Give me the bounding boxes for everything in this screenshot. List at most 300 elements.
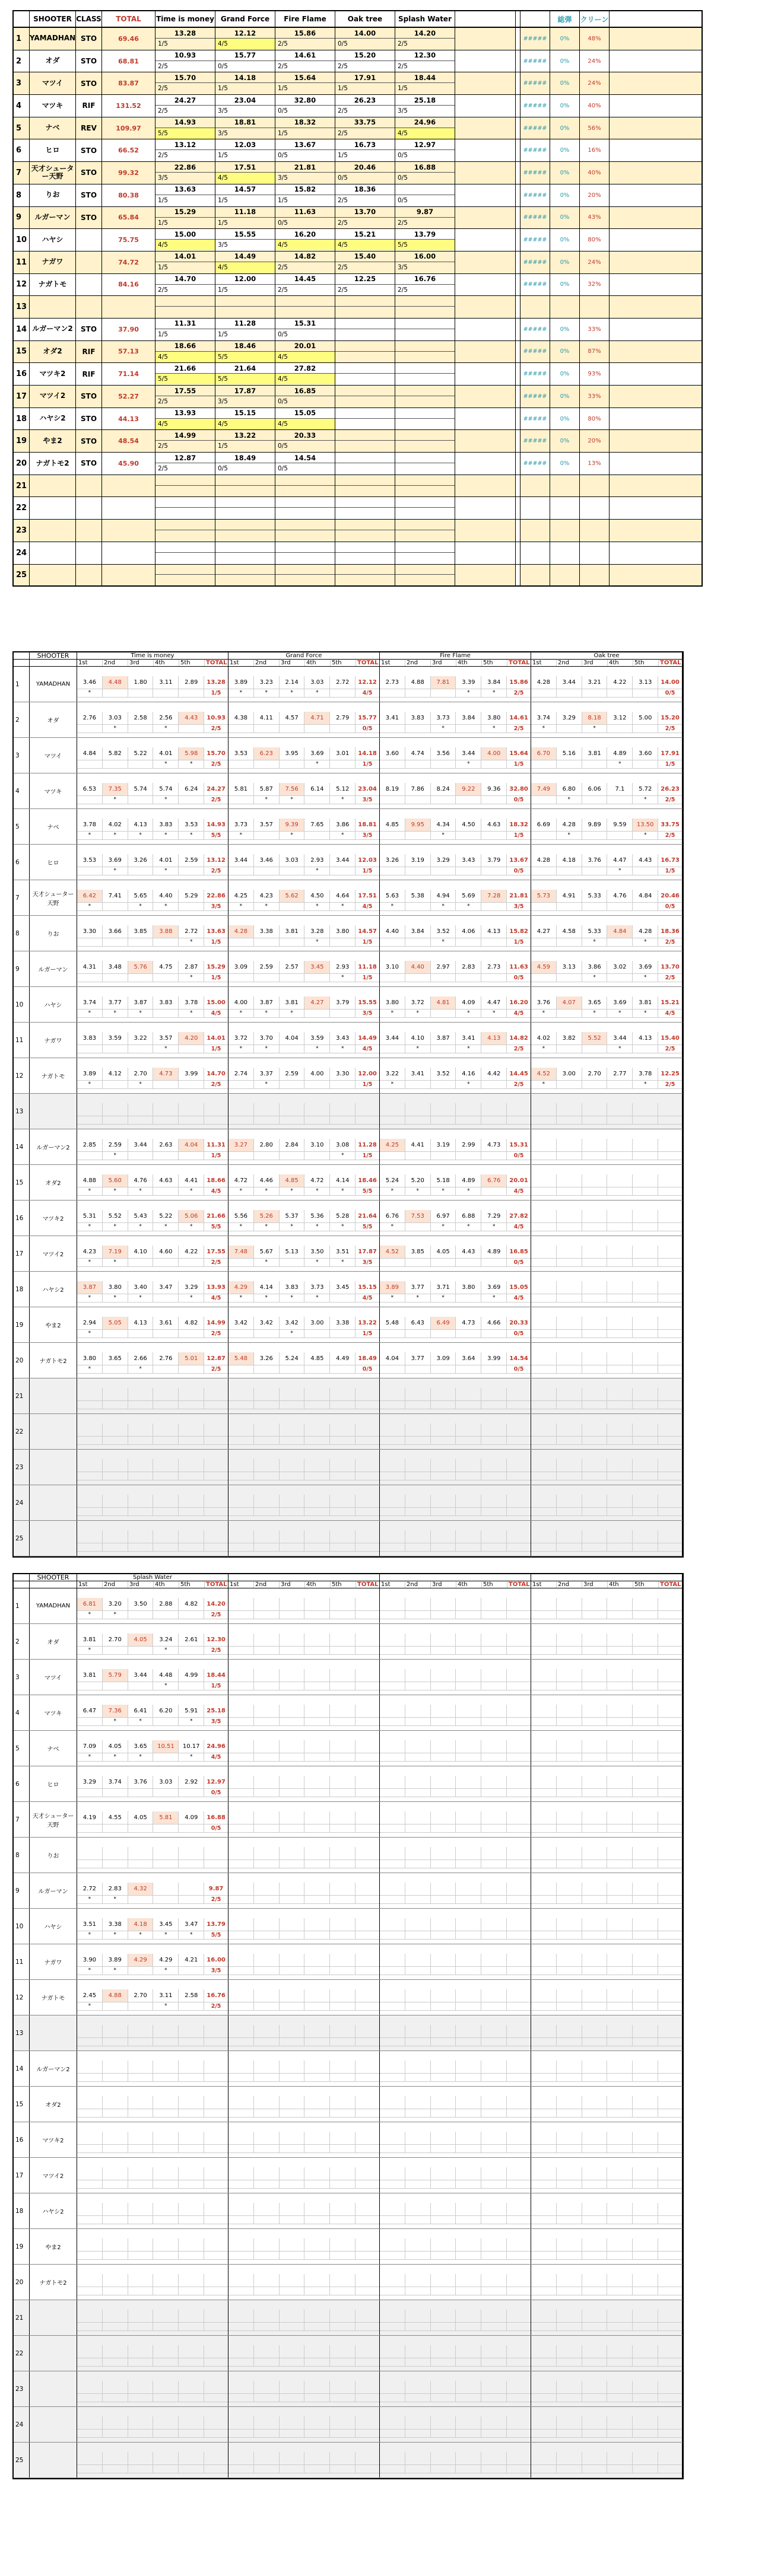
shot-mark bbox=[153, 938, 179, 946]
shot-time bbox=[179, 1530, 204, 1543]
shot-time bbox=[456, 1705, 481, 1717]
stage-block bbox=[531, 1414, 683, 1449]
shot-mark bbox=[481, 1824, 507, 1832]
summary-row bbox=[12, 28, 703, 50]
row-number: 24 bbox=[14, 542, 30, 564]
shot-times bbox=[77, 1530, 228, 1543]
stage-points bbox=[507, 1718, 531, 1725]
shot-mark bbox=[103, 2323, 128, 2330]
detail-grid-1 bbox=[12, 651, 684, 1558]
shot-time bbox=[481, 2416, 507, 2429]
stage-points: 4/5 bbox=[362, 1046, 373, 1052]
stage-block bbox=[380, 1450, 531, 1485]
header-shot-label: 3rd bbox=[582, 1581, 608, 1588]
shot-times bbox=[531, 1776, 682, 1789]
shot-time: 7.65 bbox=[304, 819, 330, 831]
spacer-cell bbox=[455, 207, 516, 229]
shot-mark bbox=[431, 1718, 456, 1725]
shot-time bbox=[582, 1740, 608, 1753]
total-time: 48.54 bbox=[102, 430, 155, 452]
shooter-name: オダ bbox=[30, 702, 77, 737]
shot-time bbox=[531, 1669, 557, 1682]
shot-mark bbox=[607, 1718, 633, 1725]
shot-time: 4.47 bbox=[481, 996, 507, 1009]
shot-times bbox=[531, 1847, 682, 1860]
row-number: 21 bbox=[14, 1378, 30, 1413]
shot-mark: * bbox=[228, 903, 254, 910]
shot-time bbox=[405, 1918, 431, 1931]
shot-marks bbox=[380, 867, 531, 875]
shooter-name: ヒロ bbox=[30, 845, 77, 880]
shot-time: 3.81 bbox=[582, 747, 608, 760]
shooter-class: STO bbox=[76, 453, 102, 475]
shot-time bbox=[607, 1530, 633, 1543]
shot-time: 3.43 bbox=[330, 1032, 356, 1045]
shot-mark bbox=[280, 903, 305, 910]
shot-mark bbox=[380, 867, 405, 875]
shot-times bbox=[77, 1847, 228, 1860]
shot-time bbox=[607, 2416, 633, 2429]
shot-mark bbox=[557, 1753, 582, 1761]
gap-cell bbox=[516, 363, 520, 385]
shot-time: 7.1 bbox=[607, 783, 633, 795]
shot-time: 4.81 bbox=[431, 996, 456, 1009]
shot-mark: * bbox=[330, 1187, 356, 1195]
stage-total bbox=[356, 2381, 379, 2393]
shot-time bbox=[380, 1989, 405, 2002]
shot-mark bbox=[304, 1437, 330, 1444]
stage-total bbox=[658, 1598, 682, 1610]
shot-mark bbox=[103, 1789, 128, 1797]
shot-times bbox=[380, 2310, 531, 2323]
stage-cell bbox=[275, 162, 335, 184]
shot-time bbox=[456, 2381, 481, 2393]
shot-time bbox=[431, 2274, 456, 2287]
shot-time: 4.12 bbox=[103, 1068, 128, 1080]
stage-points: 4/5 bbox=[335, 240, 395, 250]
shot-times bbox=[380, 925, 531, 938]
stage-block bbox=[77, 880, 228, 915]
shot-time bbox=[405, 1495, 431, 1507]
shot-mark bbox=[254, 1437, 280, 1444]
shot-time bbox=[481, 1669, 507, 1682]
shot-time: 3.57 bbox=[153, 1032, 179, 1045]
stage-time: 14.49 bbox=[215, 251, 275, 262]
header-shot-label: 4th bbox=[456, 660, 482, 666]
shot-mark bbox=[380, 2180, 405, 2188]
shot-mark bbox=[582, 1152, 608, 1160]
stage-total: 13.12 bbox=[207, 857, 226, 864]
shot-mark bbox=[179, 1647, 204, 1654]
stage-points: 1/5 bbox=[158, 263, 168, 271]
shot-mark bbox=[228, 2287, 254, 2295]
shot-time: 7.56 bbox=[280, 783, 305, 795]
shot-mark bbox=[633, 1647, 658, 1654]
header-shot-label: 3rd bbox=[431, 660, 456, 666]
shot-mark bbox=[607, 1543, 633, 1551]
shot-mark: * bbox=[531, 1010, 557, 1017]
shot-marks bbox=[228, 2323, 379, 2331]
shot-mark bbox=[481, 2358, 507, 2366]
shot-mark bbox=[431, 1365, 456, 1373]
shot-mark bbox=[103, 974, 128, 982]
shot-mark bbox=[405, 974, 431, 982]
shot-time bbox=[557, 1530, 582, 1543]
shot-time bbox=[607, 1139, 633, 1151]
shot-time bbox=[481, 2239, 507, 2251]
stage-time: 26.23 bbox=[335, 95, 395, 106]
shot-time bbox=[582, 2310, 608, 2322]
stage-block bbox=[77, 2300, 228, 2335]
stage-time: 14.20 bbox=[395, 28, 455, 39]
shot-times bbox=[77, 819, 228, 832]
shot-time: 6.47 bbox=[77, 1705, 103, 1717]
shot-mark bbox=[280, 1753, 305, 1761]
shot-time bbox=[405, 1811, 431, 1824]
stage-block bbox=[77, 1766, 228, 1801]
stage-total bbox=[658, 1210, 682, 1222]
shot-mark bbox=[557, 1187, 582, 1195]
stage-block bbox=[228, 2193, 380, 2228]
shot-time bbox=[405, 2381, 431, 2393]
shot-mark: * bbox=[456, 1223, 481, 1231]
shot-mark bbox=[633, 2358, 658, 2366]
shot-marks bbox=[380, 1223, 531, 1231]
stat-3: 32% bbox=[580, 274, 610, 296]
stage-block bbox=[228, 2122, 380, 2157]
stage-block bbox=[380, 2265, 531, 2300]
shot-mark: * bbox=[582, 725, 608, 733]
shot-mark bbox=[582, 1401, 608, 1409]
shot-time bbox=[254, 1634, 280, 1646]
stat-1: ##### bbox=[520, 251, 550, 273]
shot-time: 4.34 bbox=[431, 819, 456, 831]
stage-time: 14.70 bbox=[155, 274, 215, 285]
stage-total bbox=[507, 1495, 531, 1507]
shooter-class bbox=[76, 229, 102, 251]
stage-total: 15.00 bbox=[207, 999, 226, 1006]
shot-mark bbox=[607, 1187, 633, 1195]
stage-cell bbox=[155, 28, 215, 50]
stage-points bbox=[356, 2145, 379, 2152]
stat-1: ##### bbox=[520, 430, 550, 452]
shot-times bbox=[77, 1388, 228, 1401]
summary-row bbox=[12, 565, 703, 587]
shot-mark bbox=[128, 1896, 154, 1903]
stage-block bbox=[77, 951, 228, 986]
shot-times bbox=[77, 1246, 228, 1259]
stage-block bbox=[228, 1838, 380, 1873]
shot-mark bbox=[330, 1365, 356, 1373]
shot-time bbox=[228, 1669, 254, 1682]
stage-total: 13.67 bbox=[509, 857, 528, 864]
stage-points bbox=[395, 530, 455, 541]
shot-mark: * bbox=[77, 1081, 103, 1088]
shot-time: 2.80 bbox=[254, 1139, 280, 1151]
shot-mark bbox=[153, 1152, 179, 1160]
shot-mark bbox=[557, 760, 582, 768]
header-no-cell bbox=[14, 660, 30, 666]
shot-time: 3.40 bbox=[128, 1281, 154, 1294]
shot-marks bbox=[77, 1081, 228, 1089]
stage-total: 17.55 bbox=[207, 1249, 226, 1255]
shot-mark bbox=[481, 2074, 507, 2081]
shot-time bbox=[481, 1388, 507, 1400]
shot-mark bbox=[254, 1116, 280, 1124]
shot-time: 3.01 bbox=[330, 747, 356, 760]
shot-time: 3.03 bbox=[103, 712, 128, 724]
shot-mark bbox=[77, 2429, 103, 2437]
shot-mark bbox=[405, 2180, 431, 2188]
detail-row bbox=[14, 1272, 683, 1307]
shot-mark bbox=[153, 1753, 179, 1761]
stat-3: 33% bbox=[580, 386, 610, 407]
shot-times bbox=[380, 1989, 531, 2002]
stage-time: 12.97 bbox=[395, 139, 455, 150]
row-number: 1 bbox=[14, 667, 30, 702]
row-number: 12 bbox=[14, 1058, 30, 1093]
shot-time: 3.81 bbox=[280, 925, 305, 938]
shot-marks bbox=[380, 1330, 531, 1338]
summary-row bbox=[12, 520, 703, 542]
shot-mark bbox=[557, 1365, 582, 1373]
shot-time: 4.04 bbox=[380, 1352, 405, 1365]
shot-mark bbox=[456, 1824, 481, 1832]
shot-time bbox=[77, 1103, 103, 1116]
shot-mark bbox=[531, 2287, 557, 2295]
stage-cell bbox=[395, 363, 455, 385]
shot-mark: * bbox=[304, 1259, 330, 1266]
shot-mark: * bbox=[153, 1682, 179, 1690]
shot-time bbox=[633, 2345, 658, 2358]
shot-times bbox=[380, 2203, 531, 2216]
shot-mark bbox=[280, 1682, 305, 1690]
shot-times bbox=[228, 1705, 379, 1718]
stage-time bbox=[335, 475, 395, 486]
shot-mark: * bbox=[103, 1931, 128, 1939]
shot-mark bbox=[582, 2038, 608, 2046]
header-shot-label: 5th bbox=[179, 1581, 205, 1588]
shot-time bbox=[557, 1954, 582, 1966]
stage-block bbox=[531, 2122, 683, 2157]
shot-time bbox=[280, 1634, 305, 1646]
shot-time: 2.83 bbox=[103, 1883, 128, 1895]
shot-times bbox=[380, 1847, 531, 1860]
shot-times bbox=[531, 1388, 682, 1401]
stage-points: 2/5 bbox=[338, 107, 348, 115]
stage-points: 2/5 bbox=[158, 62, 168, 70]
shot-mark bbox=[456, 1967, 481, 1975]
shot-mark bbox=[153, 2074, 179, 2081]
shot-mark bbox=[103, 1045, 128, 1053]
stage-total: 12.00 bbox=[358, 1071, 377, 1077]
shot-time bbox=[431, 2096, 456, 2109]
shot-time bbox=[431, 2132, 456, 2144]
shot-marks bbox=[531, 1045, 682, 1053]
shot-times bbox=[228, 819, 379, 832]
stage-time: 13.93 bbox=[155, 408, 215, 419]
shot-mark bbox=[228, 1647, 254, 1654]
shot-time bbox=[280, 1598, 305, 1610]
stage-points bbox=[395, 575, 455, 585]
stage-points: 4/5 bbox=[275, 352, 335, 362]
shot-time bbox=[607, 1103, 633, 1116]
stage-points bbox=[204, 2394, 228, 2402]
shot-mark bbox=[153, 974, 179, 982]
grid-header-columns bbox=[14, 1581, 683, 1588]
shot-time bbox=[280, 1776, 305, 1788]
stage-points: 2/5 bbox=[278, 263, 288, 271]
shot-time bbox=[633, 1989, 658, 2002]
shot-times bbox=[77, 2203, 228, 2216]
shot-time bbox=[582, 1776, 608, 1788]
shot-time: 5.20 bbox=[405, 1174, 431, 1187]
stage-time bbox=[155, 475, 215, 486]
shot-mark bbox=[481, 2216, 507, 2224]
shot-time: 4.89 bbox=[607, 747, 633, 760]
stage-total bbox=[658, 2061, 682, 2073]
stage-cell bbox=[275, 475, 335, 497]
shot-mark bbox=[77, 1472, 103, 1480]
shot-time bbox=[431, 1705, 456, 1717]
shot-mark bbox=[582, 2002, 608, 2010]
stage-total bbox=[658, 1883, 682, 1895]
summary-row bbox=[12, 72, 703, 95]
shot-time bbox=[380, 2061, 405, 2073]
stage-time bbox=[335, 497, 395, 508]
shot-mark bbox=[456, 1789, 481, 1797]
shot-time: 3.76 bbox=[531, 996, 557, 1009]
stage-total: 15.40 bbox=[661, 1035, 680, 1042]
shot-times bbox=[531, 1317, 682, 1330]
stage-total bbox=[356, 2416, 379, 2429]
header-no-cell bbox=[14, 1581, 30, 1588]
shot-time: 7.19 bbox=[103, 1246, 128, 1258]
stage-points: 4/5 bbox=[215, 419, 275, 429]
stage-points: 2/5 bbox=[158, 465, 168, 473]
shot-time bbox=[557, 1634, 582, 1646]
stage-total: 18.49 bbox=[358, 1355, 377, 1362]
shot-times bbox=[228, 1634, 379, 1647]
shot-time bbox=[254, 2452, 280, 2464]
detail-row bbox=[14, 1660, 683, 1695]
shot-time bbox=[254, 2381, 280, 2393]
shot-mark bbox=[153, 1259, 179, 1266]
shot-time: 5.43 bbox=[128, 1210, 154, 1222]
stage-points bbox=[356, 2002, 379, 2010]
shot-marks bbox=[77, 1508, 228, 1516]
shot-mark bbox=[304, 1647, 330, 1654]
shot-mark bbox=[179, 1437, 204, 1444]
shot-marks bbox=[77, 1294, 228, 1303]
shot-marks bbox=[380, 903, 531, 911]
shooter-name bbox=[30, 2371, 77, 2406]
shot-time bbox=[531, 2345, 557, 2358]
shot-time bbox=[254, 2239, 280, 2251]
shot-mark bbox=[179, 1330, 204, 1338]
shot-time bbox=[531, 1246, 557, 1258]
shot-time bbox=[380, 2416, 405, 2429]
shot-time: 4.13 bbox=[128, 1317, 154, 1329]
shot-mark bbox=[531, 2038, 557, 2046]
stage-points: 0/5 bbox=[398, 196, 408, 204]
shot-mark bbox=[481, 974, 507, 982]
shot-time bbox=[380, 2239, 405, 2251]
shot-mark bbox=[103, 1116, 128, 1124]
shooter-name bbox=[30, 542, 76, 564]
stage-time: 14.61 bbox=[275, 50, 335, 61]
shot-mark bbox=[103, 1647, 128, 1654]
shot-mark: * bbox=[380, 1294, 405, 1302]
stage-block bbox=[380, 1695, 531, 1730]
shot-mark bbox=[531, 1647, 557, 1654]
shot-mark bbox=[254, 2287, 280, 2295]
shot-mark: * bbox=[77, 1896, 103, 1903]
shooter-name: マツキ2 bbox=[30, 1201, 77, 1236]
shooter-name: ナベ bbox=[30, 809, 77, 844]
shot-time: 4.94 bbox=[431, 890, 456, 902]
shooter-name bbox=[30, 497, 76, 519]
shot-time: 4.63 bbox=[481, 819, 507, 831]
shot-time: 7.53 bbox=[405, 1210, 431, 1222]
shot-time bbox=[254, 1954, 280, 1966]
shot-time: 3.80 bbox=[380, 996, 405, 1009]
stage-points: 0/5 bbox=[218, 465, 228, 473]
shot-mark bbox=[531, 1187, 557, 1195]
shot-times bbox=[77, 1495, 228, 1508]
shot-mark bbox=[633, 1045, 658, 1053]
shot-time: 4.63 bbox=[153, 1174, 179, 1187]
shot-mark bbox=[380, 1789, 405, 1797]
shot-time: 5.81 bbox=[228, 783, 254, 795]
stage-total: 12.03 bbox=[358, 857, 377, 864]
shot-time: 3.69 bbox=[633, 961, 658, 973]
shooter-class bbox=[76, 497, 102, 519]
shot-mark bbox=[304, 2038, 330, 2046]
shot-time bbox=[531, 1530, 557, 1543]
shot-mark: * bbox=[330, 1045, 356, 1053]
shot-marks bbox=[77, 1789, 228, 1797]
shot-mark bbox=[179, 1860, 204, 1868]
shot-mark bbox=[481, 1611, 507, 1619]
shot-times bbox=[77, 1598, 228, 1611]
header-shot-label: 1st bbox=[228, 1581, 254, 1588]
shot-time: 4.19 bbox=[77, 1811, 103, 1824]
shot-mark bbox=[153, 1896, 179, 1903]
stage-points: 2/5 bbox=[211, 2003, 221, 2010]
shot-time: 3.51 bbox=[330, 1246, 356, 1258]
shot-time: 3.41 bbox=[456, 1032, 481, 1045]
gap-cell bbox=[516, 251, 520, 273]
stage-points bbox=[356, 1753, 379, 1761]
shot-mark bbox=[557, 938, 582, 946]
header-shooter: SHOOTER bbox=[30, 11, 76, 27]
shot-marks bbox=[380, 2145, 531, 2153]
shot-mark: * bbox=[280, 796, 305, 804]
shot-time bbox=[280, 1424, 305, 1436]
shot-marks bbox=[531, 1365, 682, 1374]
stage-points bbox=[658, 1187, 682, 1195]
stage-block bbox=[228, 2015, 380, 2050]
stage-points bbox=[658, 1401, 682, 1409]
shot-time bbox=[431, 2239, 456, 2251]
stage-cell bbox=[155, 72, 215, 94]
summary-row bbox=[12, 117, 703, 140]
shot-mark bbox=[228, 2429, 254, 2437]
shot-time: 3.00 bbox=[557, 1068, 582, 1080]
shot-time: 3.80 bbox=[330, 925, 356, 938]
shot-time: 4.84 bbox=[607, 925, 633, 938]
